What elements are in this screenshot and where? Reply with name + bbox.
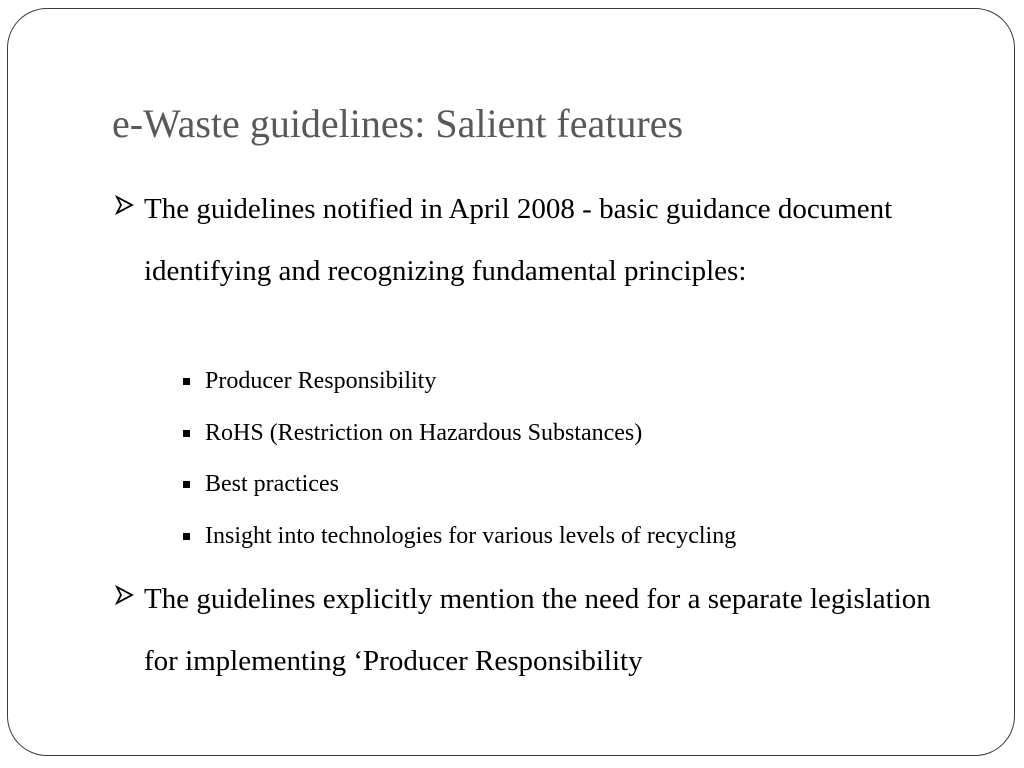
- arrow-bullet-icon: [114, 584, 136, 606]
- sub-bullet-item: [180, 356, 880, 408]
- slide-title: e-Waste guidelines: Salient features: [112, 101, 684, 146]
- sub-bullet-list: [180, 356, 880, 562]
- square-bullet-icon: [183, 533, 190, 540]
- sub-bullet-text: RoHS (Restriction on Hazardous Substances): [205, 419, 643, 446]
- sub-bullet-item: [180, 408, 880, 460]
- square-bullet-icon: [183, 378, 190, 385]
- sub-bullet-text: Insight into technologies for various levels of recycling: [205, 522, 737, 549]
- bullet-text: The guidelines explicitly mention the need for a separate legislation for implementing ‘Producer Responsibility: [144, 583, 931, 677]
- bullet-text: The guidelines notified in April 2008 - basic guidance document identifying and recognizing fundamental principles:: [144, 193, 893, 287]
- square-bullet-icon: [183, 430, 190, 437]
- square-bullet-icon: [183, 481, 190, 488]
- sub-bullet-text: Best practices: [205, 471, 339, 497]
- sub-bullet-text: Producer Responsibility: [205, 368, 437, 394]
- arrow-bullet-icon: [114, 194, 136, 216]
- sub-bullet-item: [180, 511, 880, 563]
- sub-bullet-item: [180, 459, 880, 511]
